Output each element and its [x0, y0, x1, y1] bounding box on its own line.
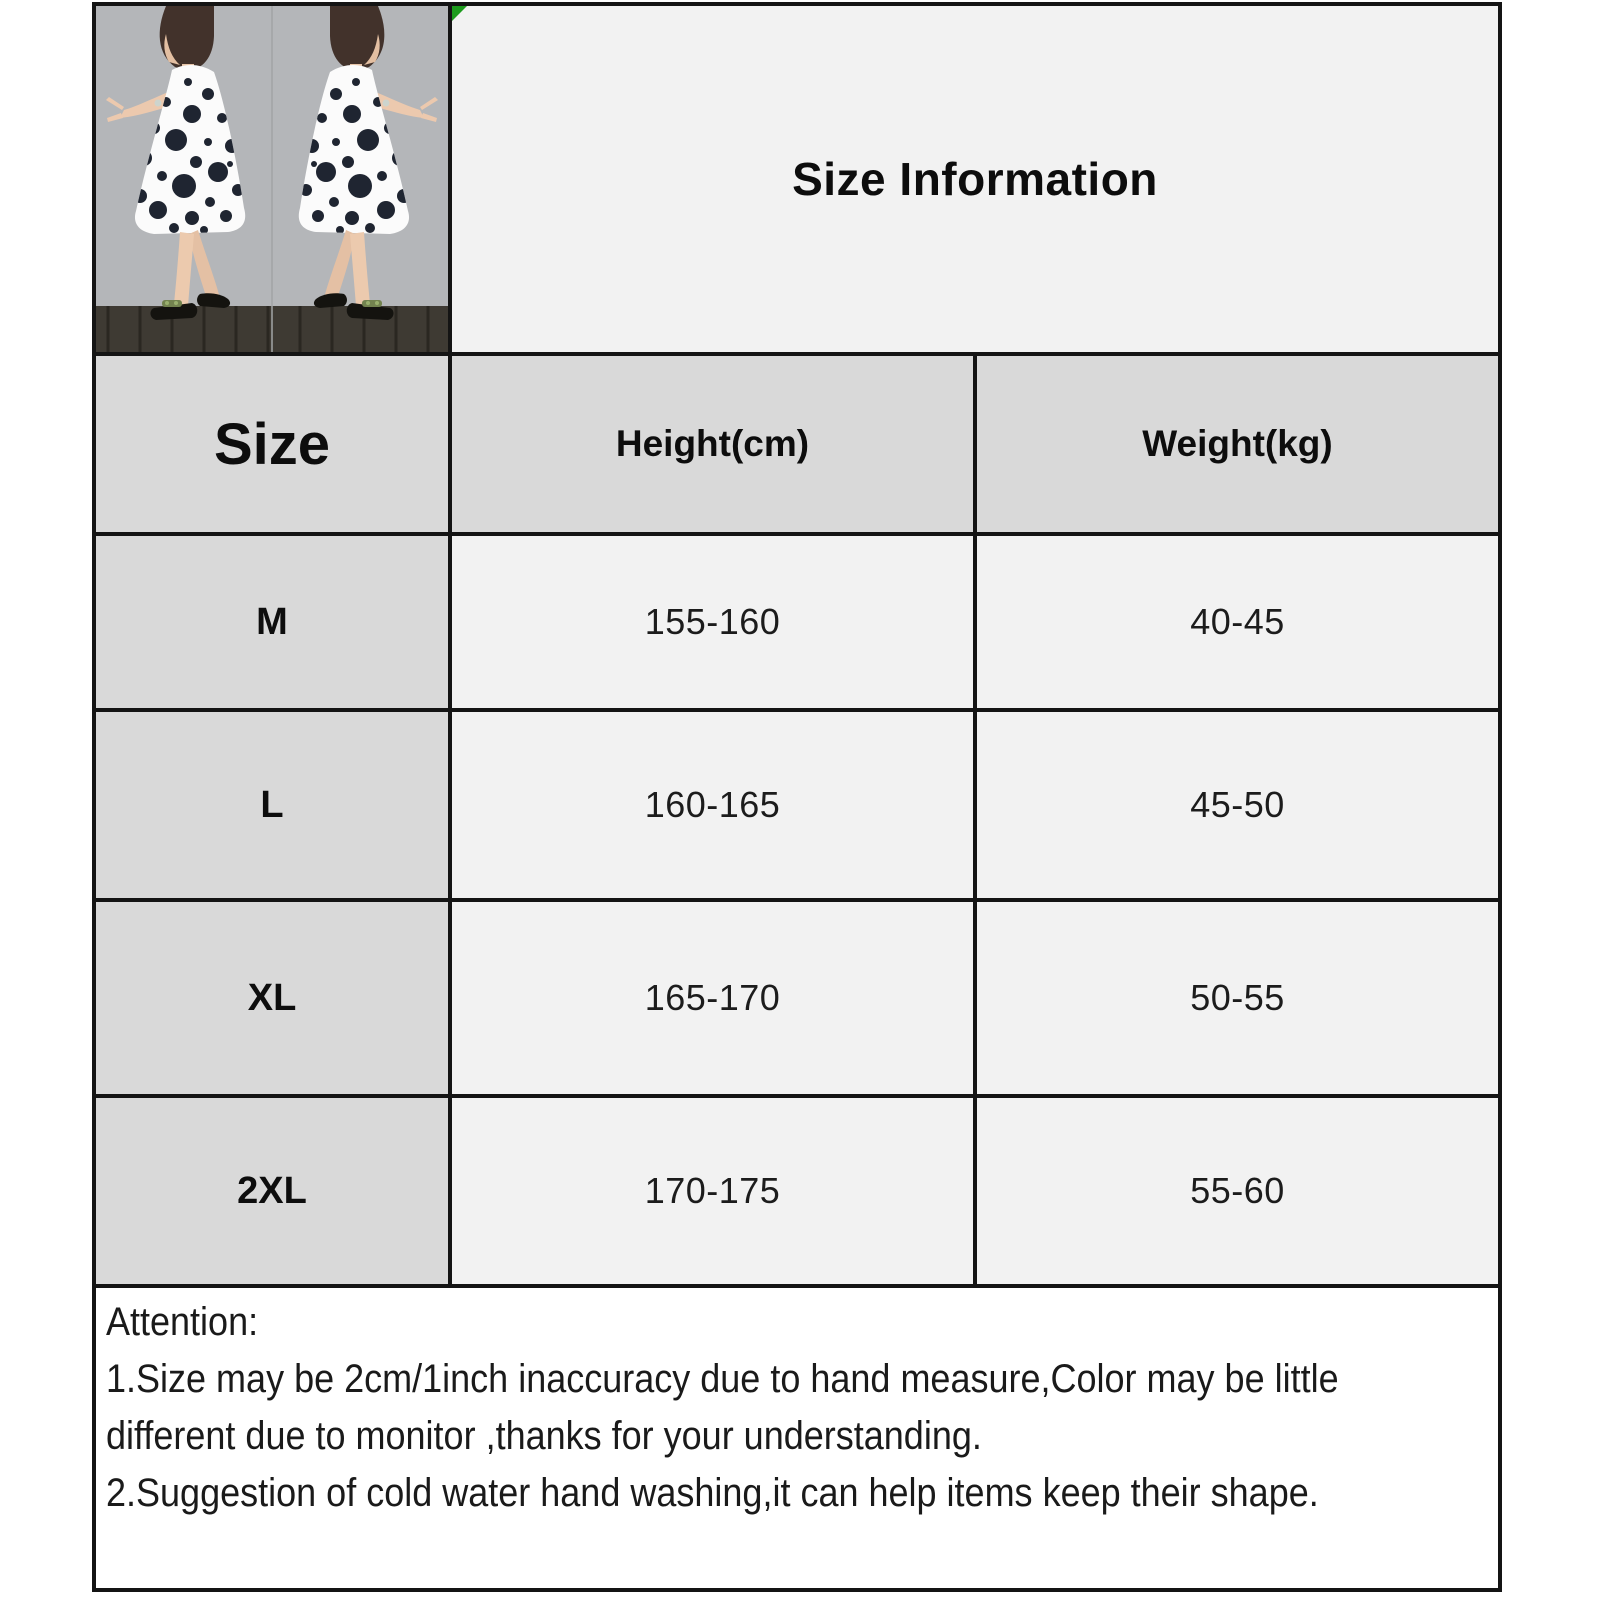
attention-line-3: 2.Suggestion of cold water hand washing,it can help items keep their shape. [106, 1471, 1319, 1515]
weight-value-xl: 50-55 [977, 902, 1498, 1094]
attention-line-2: different due to monitor ,thanks for your understanding. [106, 1414, 982, 1458]
product-photo-illustration [96, 6, 448, 352]
attention-note [92, 1288, 1502, 1592]
cell-note-marker-icon [452, 6, 467, 21]
height-value-xl: 165-170 [452, 902, 973, 1094]
size-label-m: M [96, 536, 448, 708]
size-label-2xl: 2XL [96, 1098, 448, 1284]
size-table [92, 2, 1502, 1288]
height-value-l: 160-165 [452, 712, 973, 898]
attention-line-1: 1.Size may be 2cm/1inch inaccuracy due to hand measure,Color may be little [106, 1357, 1339, 1401]
height-value-m: 155-160 [452, 536, 973, 708]
column-header-height: Height(cm) [452, 356, 973, 532]
size-information-title: Size Information [792, 153, 1158, 205]
size-label-l: L [96, 712, 448, 898]
weight-value-2xl: 55-60 [977, 1098, 1498, 1284]
weight-value-l: 45-50 [977, 712, 1498, 898]
column-header-size: Size [96, 356, 448, 532]
product-photo [96, 6, 448, 352]
size-chart [92, 2, 1502, 1592]
height-value-2xl: 170-175 [452, 1098, 973, 1284]
size-label-xl: XL [96, 902, 448, 1094]
size-information-header [452, 6, 1498, 352]
weight-value-m: 40-45 [977, 536, 1498, 708]
column-header-weight: Weight(kg) [977, 356, 1498, 532]
attention-title: Attention: [106, 1300, 259, 1344]
